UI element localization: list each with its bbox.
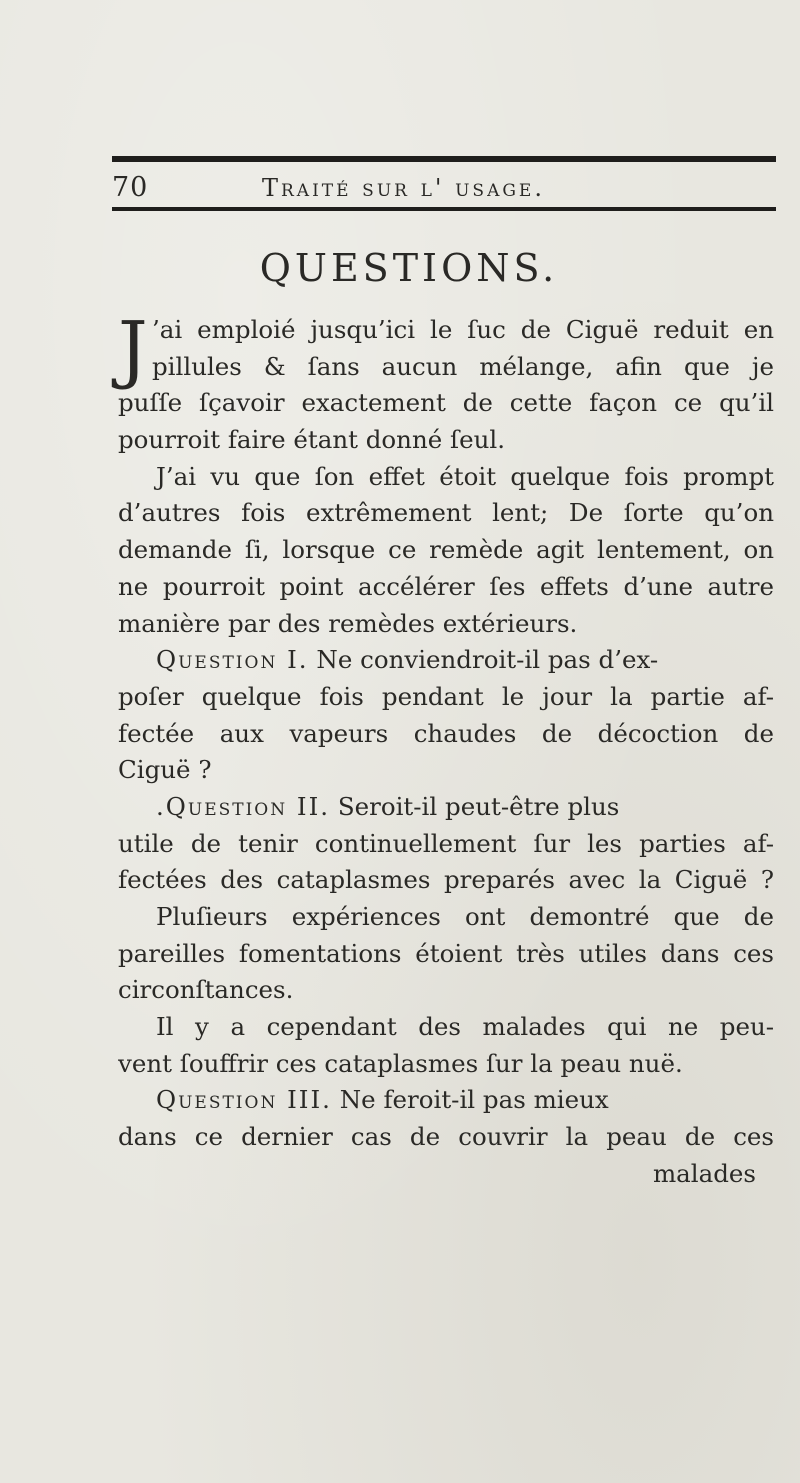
drop-cap: J <box>118 306 148 392</box>
text-line: fectées des cataplasmes preparés avec la Ciguë ? <box>118 865 774 895</box>
question-2-text: Seroit-il peut-être plus <box>330 791 620 821</box>
text-line: ’ai emploié jusqu’ici le ſuc de Ciguë reduit en <box>152 315 774 344</box>
text-line: fectée aux vapeurs chaudes de décoction de <box>118 718 774 748</box>
text-line: pareilles fomentations étoient très utiles dans ces <box>118 938 774 968</box>
question-3-label: Question III. <box>156 1085 332 1115</box>
text-line: d’autres fois extrêmement lent; De ſorte qu’on <box>118 498 774 528</box>
text-line: pillules & ſans aucun mélange, afin que je <box>152 351 774 381</box>
running-head: Traité sur l' usage. <box>262 174 545 202</box>
page-number: 70 <box>112 172 149 203</box>
question-2-label: .Question II. <box>156 791 331 821</box>
text-line: utile de tenir continuellement ſur les parties af- <box>118 828 774 858</box>
paragraph-1 <box>118 306 774 392</box>
question-3-line <box>118 1082 774 1119</box>
text-line: Pluſieurs expériences ont demontré que de <box>156 902 774 931</box>
question-3-text: Ne feroit-il pas mieux <box>331 1085 609 1115</box>
text-line: demande ſi, lorsque ce remède agit lentement, on <box>118 535 774 565</box>
section-title: QUESTIONS. <box>259 246 559 290</box>
text-line: Ciguë ? <box>118 755 212 785</box>
text-line: Il y a cependant des malades qui ne peu- <box>156 1012 774 1042</box>
question-2-line <box>118 789 774 826</box>
text-line: puſſe ſçavoir exactement de cette façon ce qu’il <box>118 388 774 418</box>
body-text <box>118 306 774 1193</box>
text-line: poſer quelque fois pendant le jour la partie af- <box>118 681 774 711</box>
text-line: pourroit faire étant donné ſeul. <box>118 425 505 455</box>
text-line: dans ce dernier cas de couvrir la peau de ces <box>118 1122 774 1152</box>
header-rule-bottom <box>112 207 776 211</box>
question-1-line <box>118 642 774 679</box>
text-line: J’ai vu que ſon effet étoit quelque fois prompt <box>156 461 774 491</box>
text-line: vent ſouffrir ces cataplasmes ſur la peau nuë. <box>118 1048 683 1078</box>
page-header <box>112 168 776 208</box>
catchword: malades <box>652 1158 756 1188</box>
header-rule-top <box>112 156 776 162</box>
text-line: manière par des remèdes extérieurs. <box>118 608 578 638</box>
text-line: ne pourroit point accélérer ſes effets d’une autre <box>118 571 774 601</box>
text-line: circonſtances. <box>118 975 294 1005</box>
question-1-text: Ne conviendroit-il pas d’ex- <box>308 645 659 675</box>
question-1-label: Question I. <box>156 645 309 675</box>
